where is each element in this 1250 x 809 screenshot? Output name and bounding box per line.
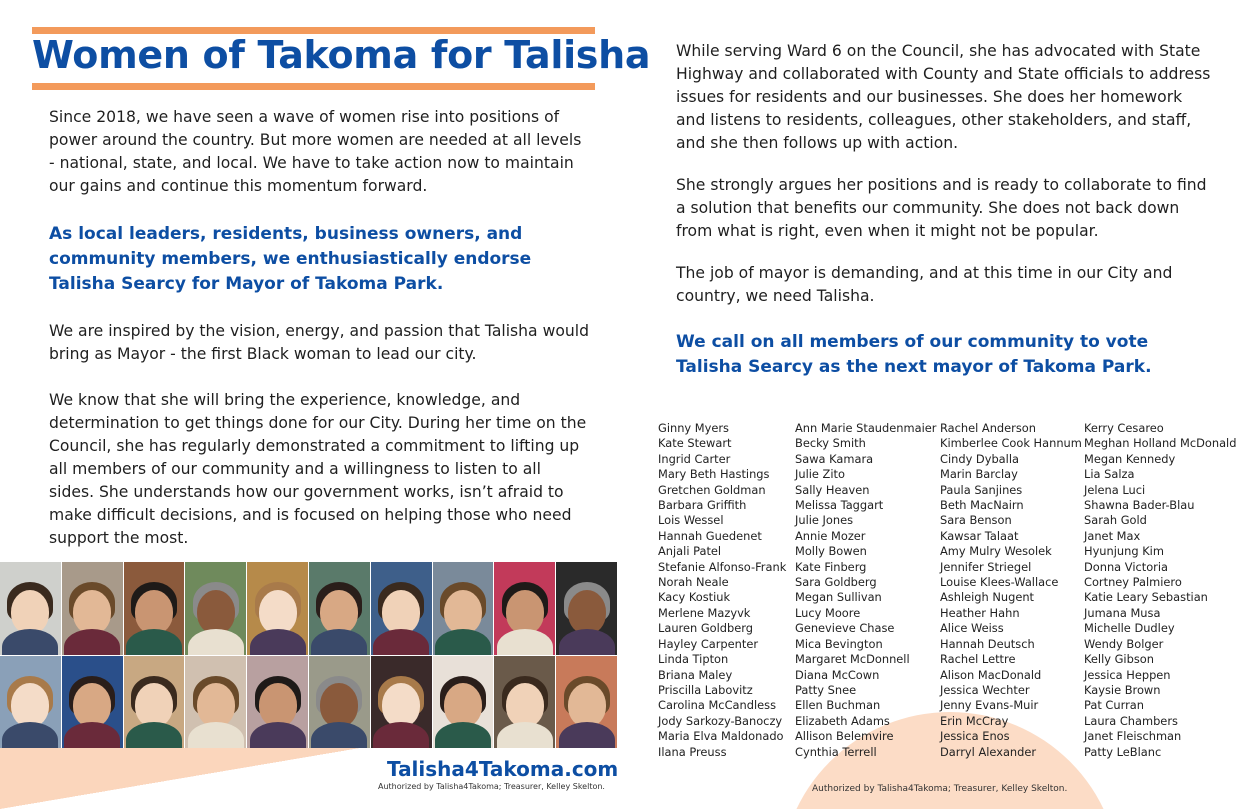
signer-name: Julie Jones xyxy=(795,513,854,528)
signer-name: Donna Victoria xyxy=(1084,559,1169,574)
signer-name: Sara Benson xyxy=(940,513,1012,528)
signer-name: Rachel Lettre xyxy=(940,652,1016,667)
supporter-photo xyxy=(556,562,617,655)
signer-name: Lucy Moore xyxy=(795,605,861,620)
supporter-photo xyxy=(62,656,123,749)
signer-name: Wendy Bolger xyxy=(1084,636,1164,651)
signer-name: Briana Maley xyxy=(658,667,733,682)
signer-name: Megan Kennedy xyxy=(1084,451,1176,466)
signer-name: Ilana Preuss xyxy=(658,744,727,759)
signers-column-4 xyxy=(1084,421,1236,760)
supporter-photo xyxy=(247,656,308,749)
signer-name: Gretchen Goldman xyxy=(658,482,766,497)
signer-name: Katie Leary Sebastian xyxy=(1084,590,1208,605)
signer-name: Anjali Patel xyxy=(658,544,722,559)
supporter-photo xyxy=(124,656,185,749)
signer-name: Beth MacNairn xyxy=(940,498,1024,513)
signer-name: Laura Chambers xyxy=(1084,713,1178,728)
authorized-by-left: Authorized by Talisha4Takoma; Treasurer, Kelley Skelton. xyxy=(378,782,605,791)
signer-name: Patty Snee xyxy=(795,682,857,697)
signer-name: Megan Sullivan xyxy=(795,590,882,605)
signer-name: Carolina McCandless xyxy=(658,698,776,713)
signer-name: Barbara Griffith xyxy=(658,498,747,513)
signer-name: Janet Max xyxy=(1084,528,1141,543)
signer-name: Merlene Mazyvk xyxy=(658,605,751,620)
page-title: Women of Takoma for Talisha xyxy=(32,33,651,77)
endorsement-statement: As local leaders, residents, business owners, and community members, we enthusiastically endorse Talisha Searcy for Mayor of Takoma Park. xyxy=(49,224,532,294)
signer-name: Louise Klees-Wallace xyxy=(940,575,1059,590)
signer-name: Cynthia Terrell xyxy=(795,744,877,759)
supporter-photo xyxy=(371,656,432,749)
signer-name: Ingrid Carter xyxy=(658,451,731,466)
signer-name: Kelly Gibson xyxy=(1084,652,1154,667)
supporter-photo xyxy=(494,562,555,655)
signers-column-1 xyxy=(658,421,786,760)
right-paragraph-1: While serving Ward 6 on the Council, she has advocated with State Highway and collaborated with County and State officials to address issues for residents and our businesses. She does her homework and listens to residents, colleagues, other stakeholders, and staff, and she then follows up with action. xyxy=(676,42,1211,152)
signer-name: Erin McCray xyxy=(940,713,1009,728)
signer-name: Stefanie Alfonso-Frank xyxy=(658,559,787,574)
supporter-photo xyxy=(309,656,370,749)
signer-name: Sara Goldberg xyxy=(795,575,877,590)
title-rule-bottom xyxy=(32,83,595,90)
signer-name: Allison Belemvire xyxy=(795,729,894,744)
supporter-photo-grid xyxy=(0,562,617,748)
signer-name: Ashleigh Nugent xyxy=(940,590,1035,605)
signer-name: Paula Sanjines xyxy=(940,482,1023,497)
signer-name: Pat Curran xyxy=(1084,698,1144,713)
signer-name: Maria Elva Maldonado xyxy=(658,729,784,744)
signer-name: Ellen Buchman xyxy=(795,698,881,713)
signer-name: Julie Zito xyxy=(795,467,845,482)
signer-name: Priscilla Labovitz xyxy=(658,682,753,697)
left-paragraph-4: We know that she will bring the experience, knowledge, and determination to get things done for our City. During her time on the Council, she has regularly demonstrated a commitment to lifting up all members of our community and a willingness to listen to all sides. She understands how our government works, isn’t afraid to make difficult decisions, and is focused on helping those who need support the most. xyxy=(49,391,587,547)
supporter-photo xyxy=(185,656,246,749)
supporter-photo xyxy=(247,562,308,655)
signer-name: Sawa Kamara xyxy=(795,451,874,466)
signer-name: Alison MacDonald xyxy=(940,667,1042,682)
website-link[interactable]: Talisha4Takoma.com xyxy=(387,757,619,781)
signer-name: Jennifer Striegel xyxy=(940,559,1032,574)
signer-name: Mica Bevington xyxy=(795,636,883,651)
signer-name: Kaysie Brown xyxy=(1084,682,1161,697)
signer-name: Kate Finberg xyxy=(795,559,867,574)
signers-column-2 xyxy=(795,421,936,760)
signer-name: Sally Heaven xyxy=(795,482,870,497)
signer-name: Elizabeth Adams xyxy=(795,713,890,728)
signer-name: Hannah Deutsch xyxy=(940,636,1035,651)
signer-name: Annie Mozer xyxy=(795,528,866,543)
authorized-by-right: Authorized by Talisha4Takoma; Treasurer, Kelley Skelton. xyxy=(812,784,1068,794)
signer-name: Mary Beth Hastings xyxy=(658,467,770,482)
signer-name: Kimberlee Cook Hannum xyxy=(940,436,1082,451)
signer-name: Margaret McDonnell xyxy=(795,652,910,667)
signers-column-3 xyxy=(940,421,1082,760)
signer-name: Michelle Dudley xyxy=(1084,621,1175,636)
signer-name: Marin Barclay xyxy=(940,467,1018,482)
signer-name: Lauren Goldberg xyxy=(658,621,753,636)
signer-name: Sarah Gold xyxy=(1084,513,1147,528)
signer-name: Jenny Evans-Muir xyxy=(940,698,1039,713)
signer-name: Janet Fleischman xyxy=(1084,729,1182,744)
signer-name: Rachel Anderson xyxy=(940,421,1036,435)
signer-name: Cortney Palmiero xyxy=(1084,575,1182,590)
signer-name: Jessica Enos xyxy=(940,729,1010,744)
supporter-photo xyxy=(371,562,432,655)
signer-name: Shawna Bader-Blau xyxy=(1084,498,1195,513)
signer-name: Genevieve Chase xyxy=(795,621,895,636)
signer-name: Kate Stewart xyxy=(658,436,732,451)
decorative-wedge xyxy=(0,748,360,809)
supporter-photo xyxy=(494,656,555,749)
signer-name: Jessica Heppen xyxy=(1084,667,1171,682)
signer-name: Patty LeBlanc xyxy=(1084,744,1162,759)
signer-name: Becky Smith xyxy=(795,436,866,451)
supporter-photo xyxy=(62,562,123,655)
signer-name: Melissa Taggart xyxy=(795,498,884,513)
supporter-photo xyxy=(0,562,61,655)
left-paragraph-1: Since 2018, we have seen a wave of women rise into positions of power around the country. But more women are needed at all levels - national, state, and local. We have to take action now to maintain our gains and continue this momentum forward. xyxy=(49,108,582,195)
signer-name: Jumana Musa xyxy=(1084,605,1161,620)
signer-name: Jody Sarkozy-Banoczy xyxy=(658,713,783,728)
signer-name: Kacy Kostiuk xyxy=(658,590,731,605)
signer-name: Ann Marie Staudenmaier xyxy=(795,421,937,435)
signer-name: Diana McCown xyxy=(795,667,880,682)
signer-name: Linda Tipton xyxy=(658,652,729,667)
signer-name: Meghan Holland McDonald xyxy=(1084,436,1237,451)
signer-name: Lia Salza xyxy=(1084,467,1135,482)
signer-name: Norah Neale xyxy=(658,575,729,590)
supporter-photo xyxy=(185,562,246,655)
signer-name: Alice Weiss xyxy=(940,621,1004,636)
supporter-photo xyxy=(0,656,61,749)
signer-name: Ginny Myers xyxy=(658,421,729,435)
right-paragraph-3: The job of mayor is demanding, and at this time in our City and country, we need Talisha. xyxy=(676,264,1173,305)
signer-name: Kawsar Talaat xyxy=(940,528,1019,543)
supporter-photo xyxy=(556,656,617,749)
supporter-photo xyxy=(433,656,494,749)
supporter-photo xyxy=(309,562,370,655)
signer-name: Hannah Guedenet xyxy=(658,528,762,543)
signer-name: Kerry Cesareo xyxy=(1084,421,1164,435)
left-paragraph-3: We are inspired by the vision, energy, and passion that Talisha would bring as Mayor - the first Black woman to lead our city. xyxy=(49,322,589,363)
signer-name: Cindy Dyballa xyxy=(940,451,1019,466)
signer-name: Hayley Carpenter xyxy=(658,636,759,651)
supporter-photo xyxy=(124,562,185,655)
right-paragraph-2: She strongly argues her positions and is ready to collaborate to find a solution that benefits our community. She does not back down from what is right, even when it might not be popular. xyxy=(676,176,1207,240)
supporter-photo xyxy=(433,562,494,655)
signer-name: Molly Bowen xyxy=(795,544,867,559)
signer-name: Jessica Wechter xyxy=(940,682,1030,697)
signer-name: Darryl Alexander xyxy=(940,744,1037,759)
call-to-vote: We call on all members of our community to vote Talisha Searcy as the next mayor of Takoma Park. xyxy=(676,332,1152,377)
signer-name: Amy Mulry Wesolek xyxy=(940,544,1052,559)
signer-name: Hyunjung Kim xyxy=(1084,544,1164,559)
signer-name: Jelena Luci xyxy=(1084,482,1146,497)
signer-name: Lois Wessel xyxy=(658,513,724,528)
signer-name: Heather Hahn xyxy=(940,605,1020,620)
